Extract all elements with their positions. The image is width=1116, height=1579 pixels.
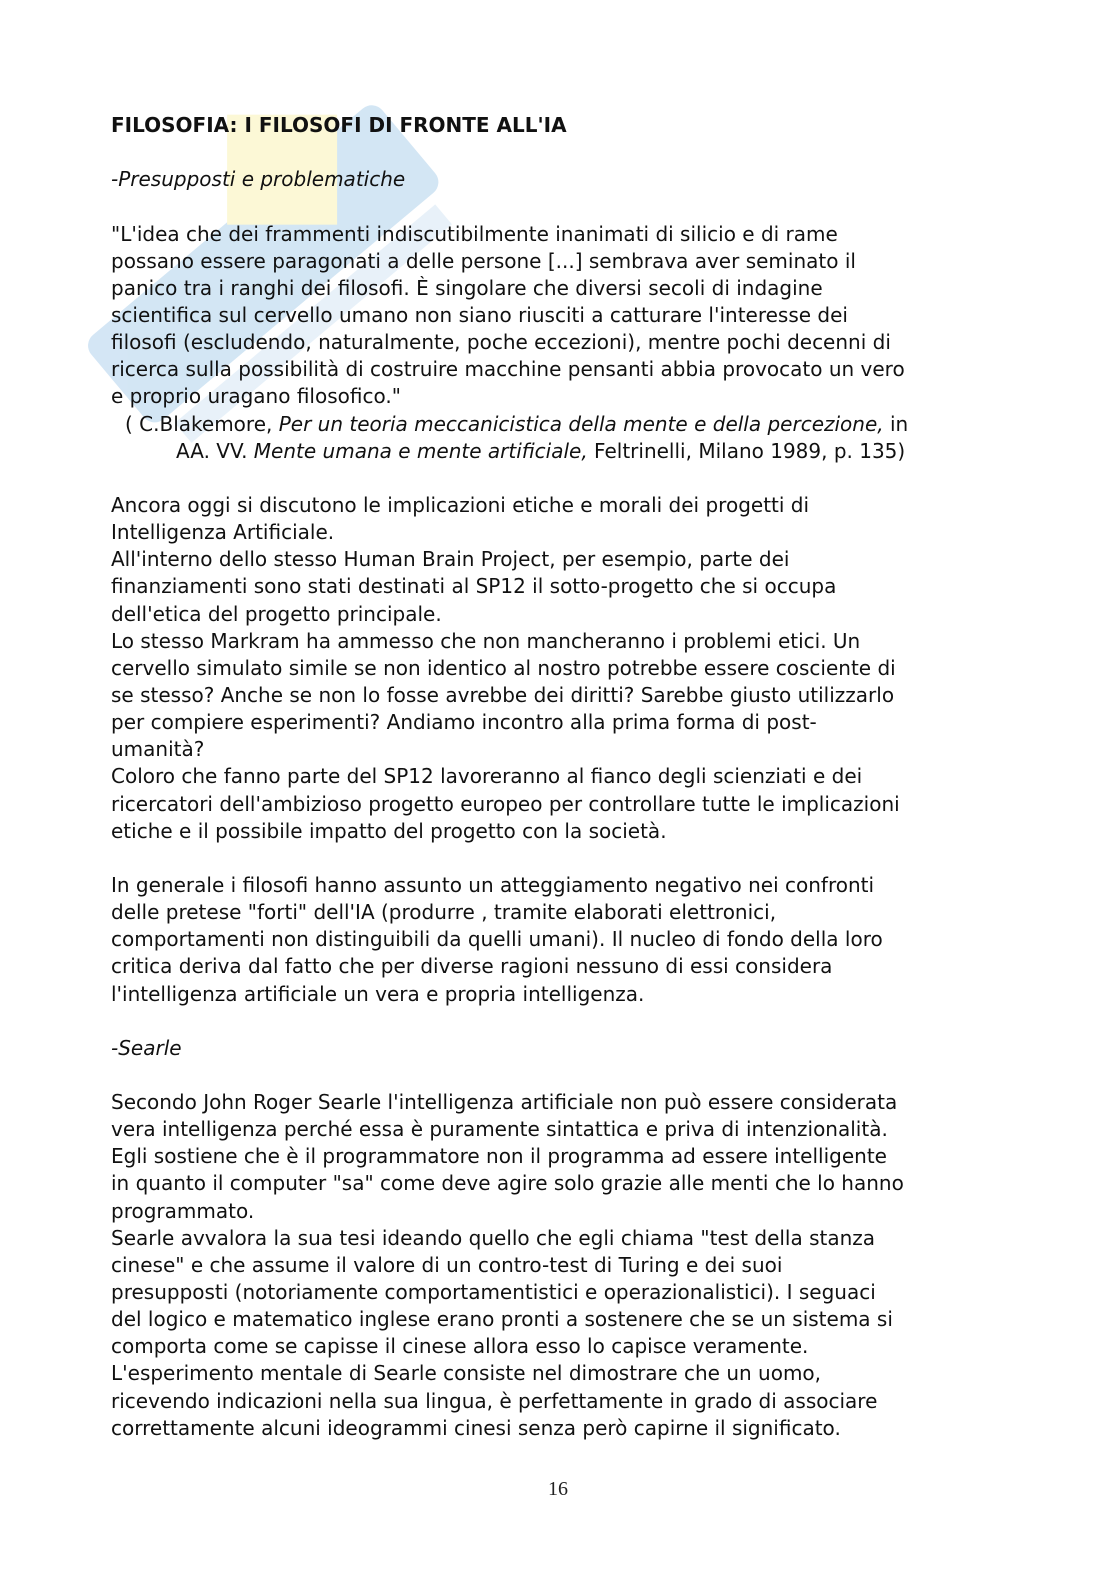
text-line (111, 1388, 1041, 1415)
blank-line (111, 465, 1041, 492)
text-line (111, 519, 1041, 546)
document-body (111, 112, 1041, 1442)
text: in (883, 411, 909, 436)
text: ricevendo indicazioni nella sua lingua, è perfettamente in grado di associare (111, 1388, 878, 1413)
text-line (111, 1116, 1041, 1143)
text-line (111, 221, 1041, 248)
text-line (111, 573, 1041, 600)
text: cinese" e che assume il valore di un contro-test di Turing e dei suoi (111, 1252, 783, 1277)
blank-line (111, 139, 1041, 166)
text-line (111, 1225, 1041, 1252)
text-line (111, 791, 1041, 818)
text-line (111, 546, 1041, 573)
text: finanziamenti sono stati destinati al SP12 il sotto-progetto che si occupa (111, 574, 837, 599)
text: Egli sostiene che è il programmatore non il programma ad essere intelligente (111, 1144, 887, 1169)
text: critica deriva dal fatto che per diverse ragioni nessuno di essi considera (111, 954, 833, 979)
text-line (111, 1415, 1041, 1442)
text: cervello simulato simile se non identico al nostro potrebbe essere cosciente di (111, 655, 896, 680)
text: del logico e matematico inglese erano pronti a sostenere che se un sistema si (111, 1307, 893, 1332)
text-line (111, 275, 1041, 302)
text: Coloro che fanno parte del SP12 lavoreranno al fianco degli scienziati e dei (111, 764, 863, 789)
blank-line (111, 845, 1041, 872)
text: vera intelligenza perché essa è puramente sintattica e priva di intenzionalità. (111, 1117, 888, 1142)
text: Lo stesso Markram ha ammesso che non mancheranno i problemi etici. Un (111, 628, 861, 653)
text: etiche e il possibile impatto del progetto con la società. (111, 818, 667, 843)
text-line (111, 926, 1041, 953)
text: Intelligenza Artificiale. (111, 520, 335, 545)
italic-text: Per un teoria meccanicistica della mente e della percezione, (278, 411, 884, 436)
text-line (111, 763, 1041, 790)
text-line (111, 302, 1041, 329)
text: umanità? (111, 737, 205, 762)
text-line (111, 1170, 1041, 1197)
italic-text: Mente umana e mente artificiale, (253, 438, 588, 463)
text-line (111, 1035, 1041, 1062)
blank-line (111, 193, 1041, 220)
text-line (111, 492, 1041, 519)
text: programmato. (111, 1198, 255, 1223)
text: comportamenti non distinguibili da quelli umani). Il nucleo di fondo della loro (111, 927, 883, 952)
text-line (111, 1333, 1041, 1360)
text: se stesso? Anche se non lo fosse avrebbe dei diritti? Sarebbe giusto utilizzarlo (111, 682, 895, 707)
text: ricercatori dell'ambizioso progetto europeo per controllare tutte le implicazioni (111, 791, 900, 816)
text-line (111, 818, 1041, 845)
text-line (111, 1198, 1041, 1225)
text: "L'idea che dei frammenti indiscutibilmente inanimati di silicio e di rame (111, 221, 838, 246)
text: FILOSOFIA: I FILOSOFI DI FRONTE ALL'IA (111, 113, 567, 137)
text: All'interno dello stesso Human Brain Project, per esempio, parte dei (111, 547, 790, 572)
text: Feltrinelli, Milano 1989, p. 135) (587, 438, 906, 463)
text-line (111, 628, 1041, 655)
text: ricerca sulla possibilità di costruire macchine pensanti abbia provocato un vero (111, 357, 905, 382)
text: correttamente alcuni ideogrammi cinesi senza però capirne il significato. (111, 1415, 841, 1440)
text: l'intelligenza artificiale un vera e propria intelligenza. (111, 981, 645, 1006)
text-line (111, 1089, 1041, 1116)
blank-line (111, 1062, 1041, 1089)
text-line (111, 248, 1041, 275)
text: delle pretese "forti" dell'IA (produrre , tramite elaborati elettronici, (111, 900, 777, 925)
text-line (111, 411, 1041, 438)
text-line (111, 1143, 1041, 1170)
text: per compiere esperimenti? Andiamo incontro alla prima forma di post- (111, 710, 817, 735)
page-number: 16 (548, 1478, 568, 1500)
text: panico tra i ranghi dei filosofi. È singolare che diversi secoli di indagine (111, 275, 823, 300)
text-line (111, 1306, 1041, 1333)
text: dell'etica del progetto principale. (111, 601, 442, 626)
text-line (111, 872, 1041, 899)
text-line (111, 682, 1041, 709)
text: AA. VV. (176, 438, 254, 463)
text: In generale i filosofi hanno assunto un atteggiamento negativo nei confronti (111, 872, 875, 897)
text-line (111, 981, 1041, 1008)
text-line (111, 356, 1041, 383)
text-line (111, 601, 1041, 628)
text-line (111, 953, 1041, 980)
text-line (111, 1360, 1041, 1387)
text: ( C.Blakemore, (125, 411, 279, 436)
text-line (111, 329, 1041, 356)
text-line (111, 383, 1041, 410)
text: Ancora oggi si discutono le implicazioni etiche e morali dei progetti di (111, 492, 810, 517)
page-title (111, 112, 1041, 139)
text-line (111, 166, 1041, 193)
text-line (111, 1279, 1041, 1306)
text-line (111, 709, 1041, 736)
text: L'esperimento mentale di Searle consiste nel dimostrare che un uomo, (111, 1361, 822, 1386)
text-line (111, 655, 1041, 682)
italic-text: -Presupposti e problematiche (111, 167, 406, 192)
text-line (111, 438, 1041, 465)
text-line (111, 736, 1041, 763)
text: scientifica sul cervello umano non siano riusciti a catturare l'interesse dei (111, 302, 848, 327)
text: e proprio uragano filosofico." (111, 384, 401, 409)
text: in quanto il computer "sa" come deve agire solo grazie alle menti che lo hanno (111, 1171, 904, 1196)
text: presupposti (notoriamente comportamentistici e operazionalistici). I seguaci (111, 1280, 876, 1305)
text: Searle avvalora la sua tesi ideando quello che egli chiama "test della stanza (111, 1225, 876, 1250)
text-line (111, 899, 1041, 926)
text-line (111, 1252, 1041, 1279)
text: filosofi (escludendo, naturalmente, poche eccezioni), mentre pochi decenni di (111, 330, 891, 355)
italic-text: -Searle (111, 1035, 182, 1060)
text: possano essere paragonati a delle persone [...] sembrava aver seminato il (111, 248, 856, 273)
blank-line (111, 1008, 1041, 1035)
text: Secondo John Roger Searle l'intelligenza artificiale non può essere considerata (111, 1090, 898, 1115)
text: comporta come se capisse il cinese allora esso lo capisce veramente. (111, 1334, 809, 1359)
